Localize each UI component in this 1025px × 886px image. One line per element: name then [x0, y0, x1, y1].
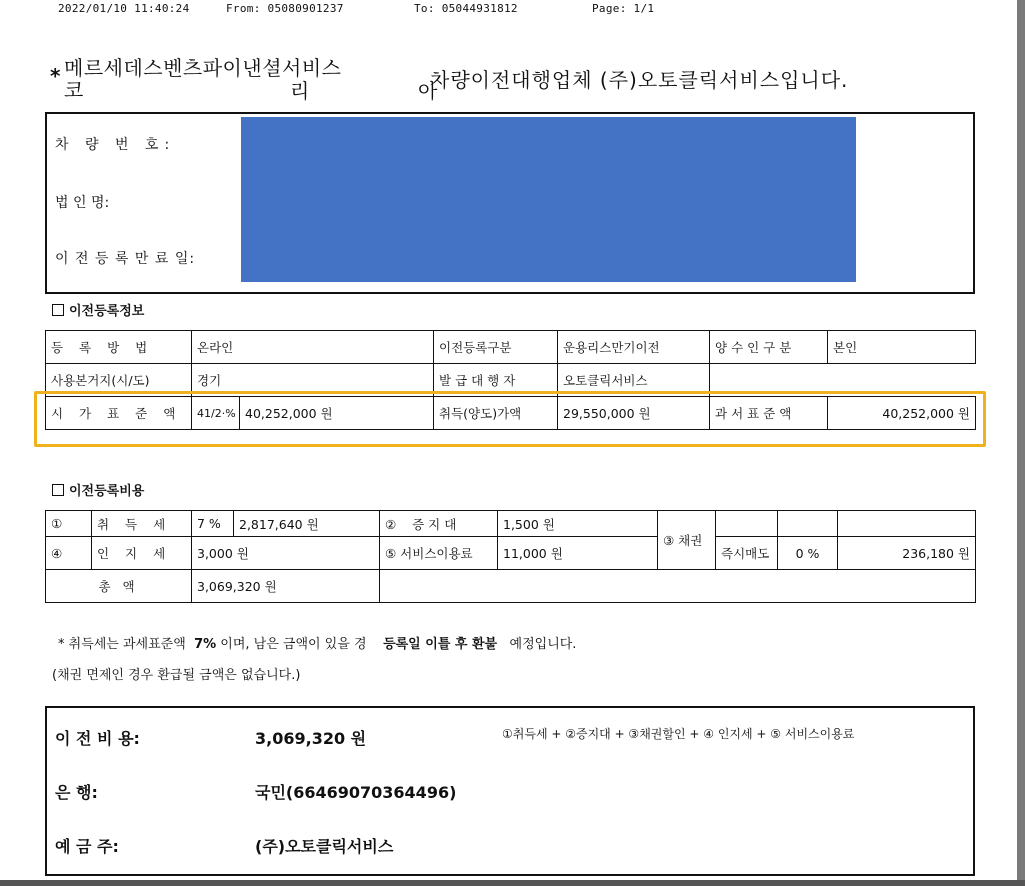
table-cell: ①	[46, 511, 92, 537]
title-star: *	[50, 64, 61, 88]
plate-label: 차 량 번 호:	[55, 137, 176, 153]
note-part: * 취득세는 과세표준액	[58, 637, 186, 652]
cert-label: 증 지 대	[412, 516, 457, 532]
table-cell: 총 액	[46, 570, 192, 603]
table-cell: 41/2·%	[192, 397, 240, 430]
title-rest: 차량이전대행업체 (주)오토클릭서비스입니다.	[430, 68, 849, 92]
fax-page-number: Page: 1/1	[592, 2, 655, 15]
page-edge	[0, 880, 1025, 886]
note-part: 이며, 남은 금액이 있을 경	[220, 637, 367, 652]
cost-value: 3,069,320 원	[255, 729, 367, 748]
table-cell: 11,000 원	[498, 537, 658, 570]
cost-section-label: 이전등록비용	[69, 484, 145, 499]
table-cell: 오토클릭서비스	[558, 364, 710, 397]
summary-box	[45, 706, 975, 876]
note-line-2: (채권 면제인 경우 환급될 금액은 없습니다.)	[52, 668, 301, 683]
table-cell: 236,180 원	[838, 537, 976, 570]
checkbox-icon	[52, 484, 64, 496]
title-company-line2-c: 아	[418, 79, 438, 103]
table-row	[46, 537, 976, 570]
table-cell: 인 지 세	[92, 537, 192, 570]
table-cell: 운용리스만기이전	[558, 331, 710, 364]
note-rate: 7%	[194, 637, 217, 652]
table-cell: 발 급 대 행 자	[434, 364, 558, 397]
title-company-line1: 메르세데스벤츠파이낸셜서비스	[64, 56, 342, 80]
corp-label: 법 인 명:	[55, 195, 110, 211]
cost-label: 이 전 비 용:	[55, 729, 140, 748]
cost-section-title	[52, 480, 144, 499]
table-cell: 온라인	[192, 331, 434, 364]
holder-value: (주)오토클릭서비스	[255, 837, 394, 856]
holder-label: 예 금 주:	[55, 837, 119, 856]
fax-to: To: 05044931812	[414, 2, 518, 15]
table-cell: ③ 채권	[658, 511, 716, 570]
table-row	[46, 331, 976, 364]
table-cell	[778, 511, 838, 537]
summary-cost-row	[55, 726, 367, 749]
summary-holder-row	[55, 834, 394, 857]
fax-datetime: 2022/01/10 11:40:24	[58, 2, 190, 15]
note-line-1	[58, 633, 576, 652]
title-company-line2-a: 코	[64, 78, 84, 102]
highlight-box	[34, 391, 986, 447]
table-cell: ⑤ 서비스이용료	[380, 537, 498, 570]
cost-formula: ①취득세 + ②증지대 + ③채권할인 + ④ 인지세 + ⑤ 서비스이용료	[502, 727, 855, 741]
table-cell: 7 %	[192, 511, 234, 537]
table-row	[46, 570, 976, 603]
transfer-section-title	[52, 300, 144, 319]
transfer-section-label: 이전등록정보	[69, 304, 145, 319]
table-cell: ④	[46, 537, 92, 570]
table-cell: 2,817,640 원	[234, 511, 380, 537]
table-cell: 0 %	[778, 537, 838, 570]
fax-from: From: 05080901237	[226, 2, 344, 15]
table-cell	[838, 511, 976, 537]
table-cell: 시 가 표 준 액	[46, 397, 192, 430]
expiry-label: 이 전 등 록 만 료 일:	[55, 251, 196, 267]
table-cell: 등 록 방 법	[46, 331, 192, 364]
table-cell: 40,252,000 원	[240, 397, 434, 430]
table-cell: 취득(양도)가액	[434, 397, 558, 430]
table-cell	[380, 570, 976, 603]
table-cell: 3,000 원	[192, 537, 380, 570]
table-cell: 본인	[828, 331, 976, 364]
summary-bank-row	[55, 780, 457, 803]
note-refund: 등록일 이틀 후 환불	[383, 637, 498, 652]
table-cell: 양 수 인 구 분	[710, 331, 828, 364]
bank-label: 은 행:	[55, 783, 98, 802]
checkbox-icon	[52, 304, 64, 316]
table-cell: 취 득 세	[92, 511, 192, 537]
table-cell: 경기	[192, 364, 434, 397]
title-company-line2-b: 리	[290, 79, 310, 103]
table-cell: 과 서 표 준 액	[710, 397, 828, 430]
table-cell: 29,550,000 원	[558, 397, 710, 430]
redacted-block	[241, 117, 856, 282]
table-cell: 사용본거지(시/도)	[46, 364, 192, 397]
table-cell	[716, 511, 778, 537]
note-part: 예정입니다.	[509, 637, 577, 652]
cost-table	[45, 510, 976, 603]
bank-value: 국민(66469070364496)	[255, 783, 457, 802]
table-row	[46, 511, 976, 537]
page-edge	[1017, 0, 1025, 886]
table-cell: 이전등록구분	[434, 331, 558, 364]
table-cell: 1,500 원	[498, 511, 658, 537]
table-cell	[380, 511, 498, 537]
document-title	[50, 52, 980, 102]
table-cell: 3,069,320 원	[192, 570, 380, 603]
cert-number: ②	[385, 516, 397, 532]
table-cell: 즉시매도	[716, 537, 778, 570]
table-cell: 40,252,000 원	[828, 397, 976, 430]
